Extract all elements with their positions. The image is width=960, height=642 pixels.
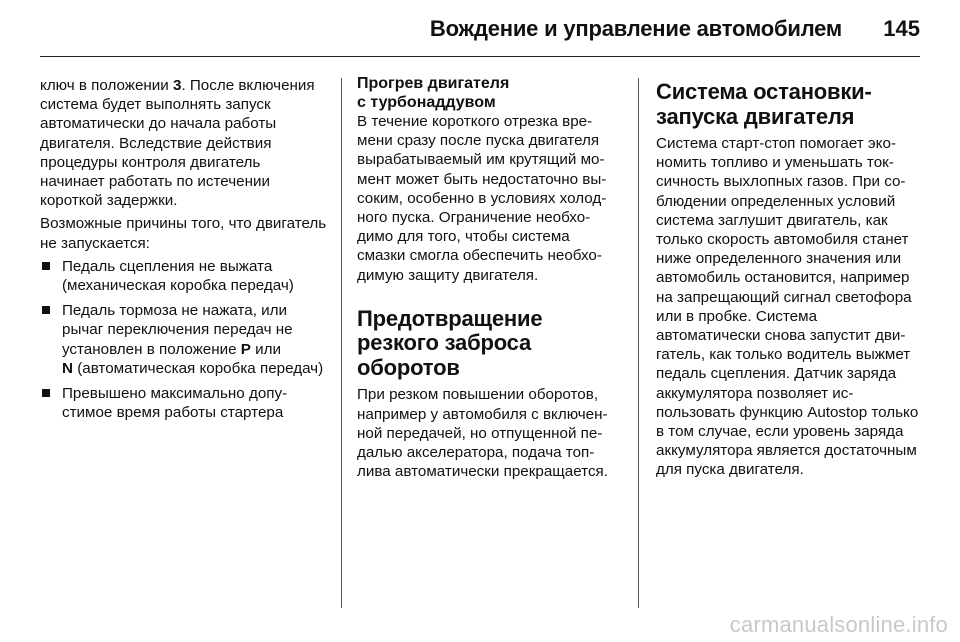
bullet-square-icon — [42, 262, 50, 270]
key-position-value: 3 — [172, 77, 182, 94]
paragraph-turbo-warmup: В течение короткого отрезка времени сразу после пуска двигателя вырабатываемый им крутящий момент может быть недостаточно высоким, особенно в условиях холодного пуска. Ограничение необходимо для того, чтобы система смазки смогла обеспечить необходимую защиту двигателя. — [357, 113, 607, 284]
paragraph-start-stop-system: Система старт-стоп помогает экономить топливо и уменьшать токсичность выхлопных газов. При соблюдении определенных условий система заглушит двигатель, как только скорость автомобиля станет ниже определенного значения или автомобиль остановится, например на запрещающий сигнал светофора или в пробке. Система автоматически снова запустит двигатель, как только водитель выжмет педаль сцепления. Датчик заряда аккумулятора позволяет использовать функцию Autostop только в том случае, если уровень заряда аккумулятора является достаточным для пуска двигателя. — [656, 135, 919, 479]
column-right — [656, 80, 924, 484]
header-divider — [40, 56, 920, 57]
paragraph-key-position: ключ в положении 3. После включения система будет выполнять запуск автоматически до начала работы двигателя. Вследствие действия процедуры контроля двигатель начинает работать по истечении короткой задержки. — [40, 77, 315, 210]
heading-overrev-prevention: Предотвращение резкого заброса оборотов — [357, 305, 543, 380]
page-title: Вождение и управление автомобилем — [429, 16, 842, 41]
watermark: carmanualsonline.info — [729, 612, 948, 637]
column-divider-right — [638, 78, 639, 608]
list-item: Педаль тормоза не нажата, или рычаг переключения передач не установлен в положение P или N (автоматическая коробка передач) — [40, 301, 327, 378]
page-number: 145 — [883, 16, 920, 41]
subheading-turbo-warmup: Прогрев двигателя с турбонаддувом — [357, 75, 510, 111]
column-left — [40, 76, 327, 428]
paragraph-possible-causes: Возможные причины того, что двигатель не запускается: — [40, 215, 327, 252]
paragraph-overrev-prevention: При резком повышении оборотов, например у автомобиля с включенной передачей, но отпущенной педалью акселератора, подача топлива автоматически прекращается. — [357, 386, 608, 481]
column-divider-left — [341, 78, 342, 608]
list-item: Превышено максимально допустимое время работы стартера — [40, 384, 327, 422]
causes-list — [40, 257, 327, 423]
column-middle — [357, 74, 620, 485]
list-item: Педаль сцепления не выжата (механическая коробка передач) — [40, 257, 327, 295]
bullet-square-icon — [42, 389, 50, 397]
page-header — [0, 0, 960, 60]
bullet-square-icon — [42, 306, 50, 314]
heading-start-stop-system: Система остановки- запуска двигателя — [656, 79, 872, 129]
